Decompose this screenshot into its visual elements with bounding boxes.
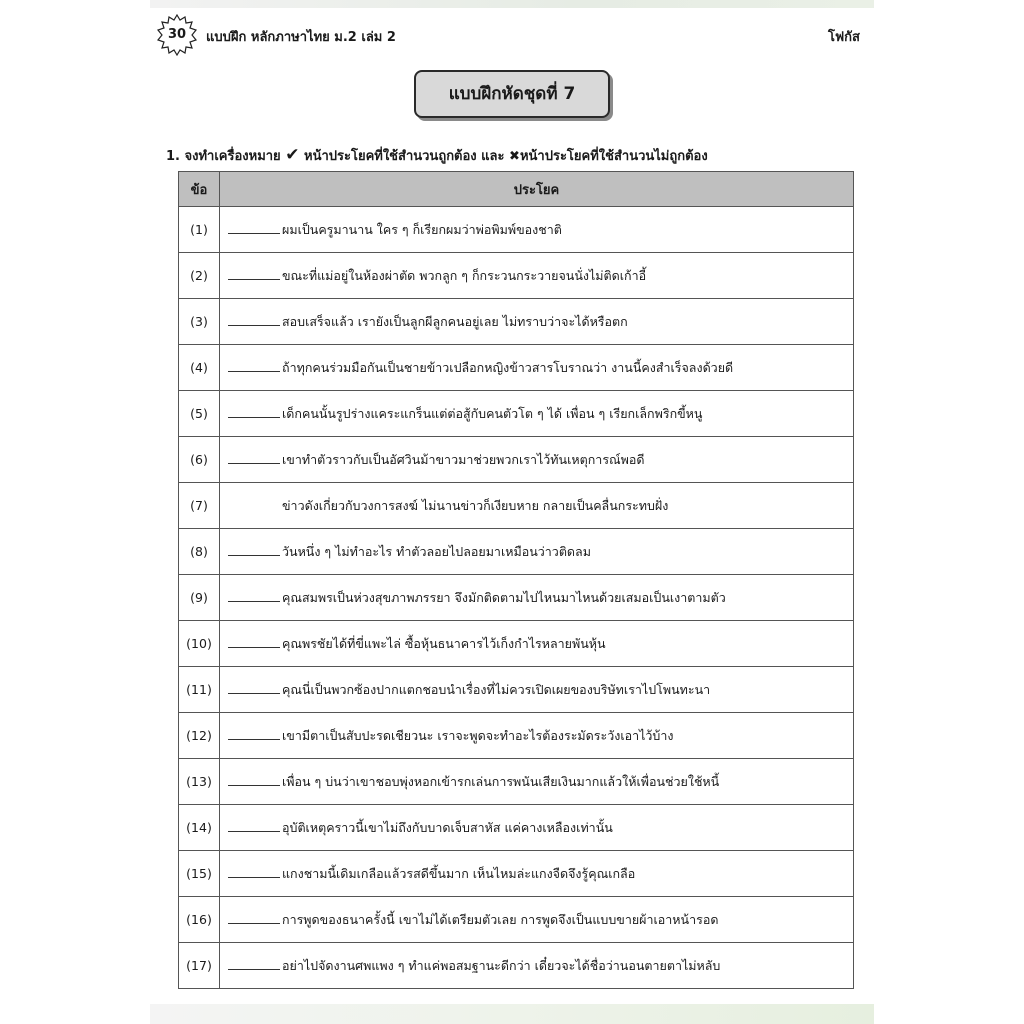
table-row [179,529,854,575]
column-header-number: ข้อ [179,172,220,207]
row-sentence-cell [220,345,854,391]
answer-blank[interactable] [228,313,280,326]
table-row [179,575,854,621]
table-row [179,805,854,851]
row-sentence-cell [220,299,854,345]
page-header [156,14,868,58]
row-number: (4) [179,345,220,391]
sentence-text: การพูดของธนาครั้งนี้ เขาไม่ได้เตรียมตัวเลย การพูดจึงเป็นแบบขายผ้าเอาหน้ารอด [282,911,719,927]
table-body [179,207,854,989]
table-row [179,667,854,713]
answer-blank[interactable] [228,773,280,786]
row-sentence-cell [220,851,854,897]
sentence-text: เด็กคนนั้นรูปร่างแคระแกร็นแต่ต่อสู้กับคนตัวโต ๆ ได้ เพื่อน ๆ เรียกเล็กพริกขี้หนู [282,405,703,421]
table-row [179,483,854,529]
row-sentence-cell [220,437,854,483]
table-row [179,897,854,943]
sentence-text: อุบัติเหตุคราวนี้เขาไม่ถึงกับบาดเจ็บสาหัส แค่คางเหลืองเท่านั้น [282,819,613,835]
row-sentence-cell [220,667,854,713]
row-number: (17) [179,943,220,989]
publisher-brand: โฟกัส [828,30,860,45]
table-row [179,391,854,437]
table-row [179,345,854,391]
exercise-title: แบบฝึกหัดชุดที่ 7 [414,70,610,118]
answer-blank[interactable] [228,681,280,694]
cross-mark-icon: ✖ [509,149,520,164]
row-number: (13) [179,759,220,805]
row-number: (8) [179,529,220,575]
sentence-text: สอบเสร็จแล้ว เรายังเป็นลูกผีลูกคนอยู่เลย ไม่ทราบว่าจะได้หรือตก [282,313,628,329]
sentence-text: ขณะที่แม่อยู่ในห้องผ่าตัด พวกลูก ๆ ก็กระวนกระวายจนนั่งไม่ติดเก้าอี้ [282,267,647,283]
row-number: (2) [179,253,220,299]
answer-blank[interactable] [228,497,280,510]
table-row [179,713,854,759]
table-row [179,759,854,805]
row-number: (5) [179,391,220,437]
answer-blank[interactable] [228,865,280,878]
instruction-middle: หน้าประโยคที่ใช้สำนวนถูกต้อง และ [304,149,505,164]
row-number: (7) [179,483,220,529]
page-number: 30 [167,27,187,42]
table-row [179,437,854,483]
sentence-text: เพื่อน ๆ บ่นว่าเขาชอบพุ่งหอกเข้ารกเล่นการพนันเสียเงินมากแล้วให้เพื่อนช่วยใช้หนี้ [282,773,720,789]
answer-blank[interactable] [228,543,280,556]
table-row [179,299,854,345]
sentence-text: เขามีตาเป็นสับปะรดเชียวนะ เราจะพูดจะทำอะไรต้องระมัดระวังเอาไว้บ้าง [282,727,674,743]
row-sentence-cell [220,897,854,943]
answer-blank[interactable] [228,635,280,648]
row-sentence-cell [220,253,854,299]
sentence-text: คุณนี่เป็นพวกซ้องปากแตกชอบนำเรื่องที่ไม่ควรเปิดเผยของบริษัทเราไปโพนทะนา [282,681,711,697]
column-header-sentence: ประโยค [220,172,854,207]
table-header-row [179,172,854,207]
row-number: (12) [179,713,220,759]
top-background-strip [150,0,874,8]
table-row [179,253,854,299]
row-sentence-cell [220,391,854,437]
workbook-page [150,8,874,1004]
row-sentence-cell [220,713,854,759]
instruction-suffix: หน้าประโยคที่ใช้สำนวนไม่ถูกต้อง [519,149,708,164]
sentence-text: ผมเป็นครูมานาน ใคร ๆ ก็เรียกผมว่าพ่อพิมพ์ของชาติ [282,221,562,237]
check-mark-icon: ✔ [285,145,300,165]
sentence-text: แกงชามนี้เดิมเกลือแล้วรสดีขึ้นมาก เห็นไหมล่ะแกงจืดจึงรู้คุณเกลือ [282,865,636,881]
row-sentence-cell [220,943,854,989]
answer-blank[interactable] [228,267,280,280]
row-number: (11) [179,667,220,713]
row-number: (1) [179,207,220,253]
row-sentence-cell [220,529,854,575]
table-row [179,207,854,253]
row-sentence-cell [220,575,854,621]
instruction-prefix: 1. จงทำเครื่องหมาย [166,149,281,164]
table-row [179,943,854,989]
sentence-text: วันหนึ่ง ๆ ไม่ทำอะไร ทำตัวลอยไปลอยมาเหมือนว่าวติดลม [282,543,591,559]
bottom-background-strip [150,1004,874,1024]
sentence-text: เขาทำตัวราวกับเป็นอัศวินม้าขาวมาช่วยพวกเราไว้ทันเหตุการณ์พอดี [282,451,645,467]
answer-blank[interactable] [228,589,280,602]
row-number: (3) [179,299,220,345]
row-sentence-cell [220,207,854,253]
sentence-table [178,171,854,989]
instruction-text [166,145,866,166]
answer-blank[interactable] [228,451,280,464]
row-number: (10) [179,621,220,667]
row-number: (16) [179,897,220,943]
answer-blank[interactable] [228,911,280,924]
table-row [179,621,854,667]
answer-blank[interactable] [228,957,280,970]
answer-blank[interactable] [228,405,280,418]
book-title: แบบฝึก หลักภาษาไทย ม.2 เล่ม 2 [206,30,396,45]
answer-blank[interactable] [228,359,280,372]
sentence-text: คุณพรชัยได้ที่ขี่แพะไล่ ซื้อหุ้นธนาคารไว้เก็งกำไรหลายพันหุ้น [282,635,606,651]
page-number-badge [156,14,198,56]
answer-blank[interactable] [228,727,280,740]
sentence-text: คุณสมพรเป็นห่วงสุขภาพภรรยา จึงมักติดตามไปไหนมาไหนด้วยเสมอเป็นเงาตามตัว [282,589,726,605]
row-number: (15) [179,851,220,897]
sentence-text: ถ้าทุกคนร่วมมือกันเป็นชายข้าวเปลือกหญิงข้าวสารโบราณว่า งานนี้คงสำเร็จลงด้วยดี [282,359,734,375]
row-number: (9) [179,575,220,621]
table-row [179,851,854,897]
row-sentence-cell [220,483,854,529]
sentence-text: อย่าไปจัดงานศพแพง ๆ ทำแค่พอสมฐานะดีกว่า เดี๋ยวจะได้ชื่อว่านอนตายตาไม่หลับ [282,957,721,973]
row-sentence-cell [220,759,854,805]
answer-blank[interactable] [228,819,280,832]
answer-blank[interactable] [228,221,280,234]
row-sentence-cell [220,621,854,667]
sentence-text: ข่าวดังเกี่ยวกับวงการสงฆ์ ไม่นานข่าวก็เงียบหาย กลายเป็นคลื่นกระทบฝั่ง [282,497,669,513]
row-number: (6) [179,437,220,483]
row-number: (14) [179,805,220,851]
row-sentence-cell [220,805,854,851]
